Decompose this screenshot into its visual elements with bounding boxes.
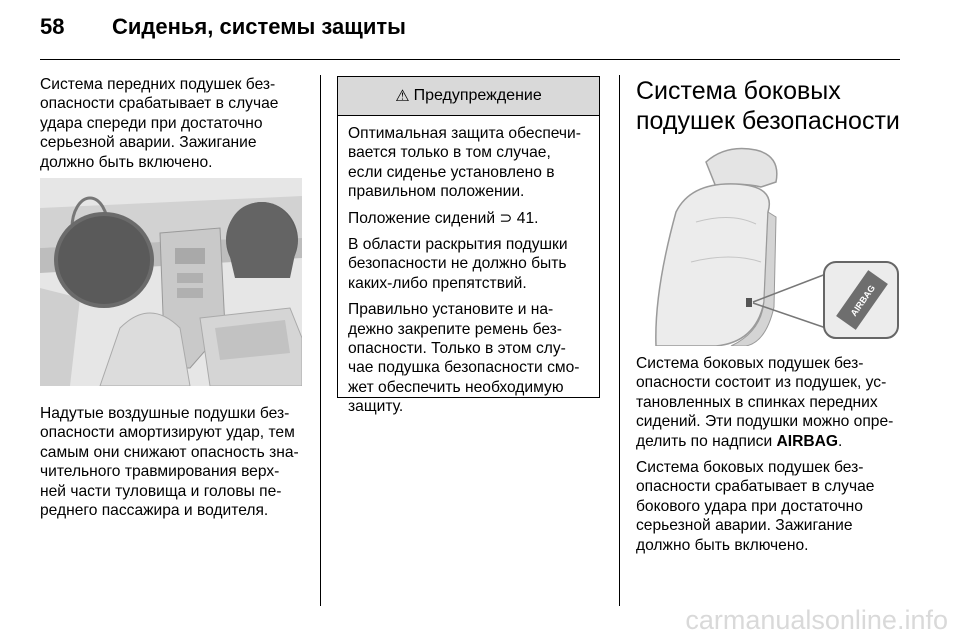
chapter-title: Сиденья, системы защиты <box>112 14 406 39</box>
text-line: бокового удара при достаточно <box>636 497 863 515</box>
front-airbag-caption <box>40 404 308 520</box>
text-line: должно быть включено. <box>636 536 809 554</box>
text-line: каких-либо препятствий. <box>348 274 527 292</box>
text-line: Надутые воздушные подушки без- <box>40 405 290 422</box>
text-line: удара спереди при достаточно <box>40 114 263 132</box>
title-line: Система боковых <box>636 77 841 105</box>
text-line: серьезной аварии. Зажигание <box>40 134 257 152</box>
warning-body <box>338 116 599 417</box>
side-airbag-paragraph <box>636 458 911 555</box>
text-line: Правильно установите и на- <box>348 301 554 319</box>
text-line: безопасности не должно быть <box>348 255 567 273</box>
text-line: Система передних подушек без- <box>40 76 276 93</box>
warning-triangle-icon: ⚠ <box>395 88 410 105</box>
text-line: сидений. Эти подушки можно опре- <box>636 413 894 431</box>
page-number: 58 <box>40 14 65 39</box>
warning-paragraph <box>348 209 589 228</box>
text-line: дежно закрепите ремень без- <box>348 320 562 338</box>
section-title <box>636 76 926 136</box>
text-line: В области раскрытия подушки <box>348 236 568 254</box>
text-fragment: . <box>838 432 843 450</box>
text-line: жет обеспечить необходимую <box>348 378 564 396</box>
column-divider-right <box>619 75 620 606</box>
warning-title: Предупреждение <box>413 87 542 104</box>
text-line: самым они снижают опасность зна- <box>40 443 299 461</box>
text-line: опасности срабатывает в случае <box>636 478 875 496</box>
front-airbag-intro <box>40 75 308 172</box>
warning-box <box>337 76 600 416</box>
text-line <box>636 432 911 451</box>
text-line: вается только в том случае, <box>348 144 551 162</box>
side-airbag-text <box>636 354 911 562</box>
side-airbag-paragraph <box>636 354 911 451</box>
text-line: тановленных в спинках передних <box>636 393 878 411</box>
text-line: Система боковых подушек без- <box>636 355 864 372</box>
airbag-seat-label: AIRBAG <box>848 283 878 318</box>
side-airbag-seat-illustration <box>636 142 900 346</box>
warning-paragraph <box>348 300 589 416</box>
warning-header <box>338 77 599 116</box>
column-divider-left <box>320 75 321 606</box>
watermark: carmanualsonline.info <box>685 605 948 635</box>
header-rule <box>40 59 900 60</box>
text-fragment: делить по надписи <box>636 432 777 450</box>
text-line: Система боковых подушек без- <box>636 459 864 477</box>
text-line: Положение сидений <box>348 209 500 227</box>
text-line: опасности амортизируют удар, тем <box>40 424 295 442</box>
page-reference-icon: ⊃ <box>499 209 513 227</box>
airbag-label-text: AIRBAG <box>776 432 839 450</box>
text-line: реднего пассажира и водителя. <box>40 502 269 520</box>
text-line: ней части туловища и головы пе- <box>40 482 282 500</box>
title-line: подушек безопасности <box>636 107 900 135</box>
front-airbags-illustration <box>40 178 302 386</box>
text-line: Оптимальная защита обеспечи- <box>348 125 581 142</box>
text-line: серьезной аварии. Зажигание <box>636 517 853 535</box>
warning-paragraph <box>348 124 589 202</box>
warning-paragraph <box>348 235 589 293</box>
text-line: опасности. Только в этом слу- <box>348 340 566 358</box>
text-line: если сиденье установлено в <box>348 163 555 181</box>
text-line: должно быть включено. <box>40 153 213 171</box>
page-header <box>40 14 406 40</box>
text-line: чительного травмирования верх- <box>40 463 280 481</box>
text-line: правильном положении. <box>348 183 525 201</box>
text-line: чае подушка безопасности смо- <box>348 359 580 377</box>
text-line: опасности срабатывает в случае <box>40 95 279 113</box>
page-reference: 41. <box>512 209 539 227</box>
text-line: защиту. <box>348 398 404 416</box>
text-line: опасности состоит из подушек, ус- <box>636 374 887 392</box>
